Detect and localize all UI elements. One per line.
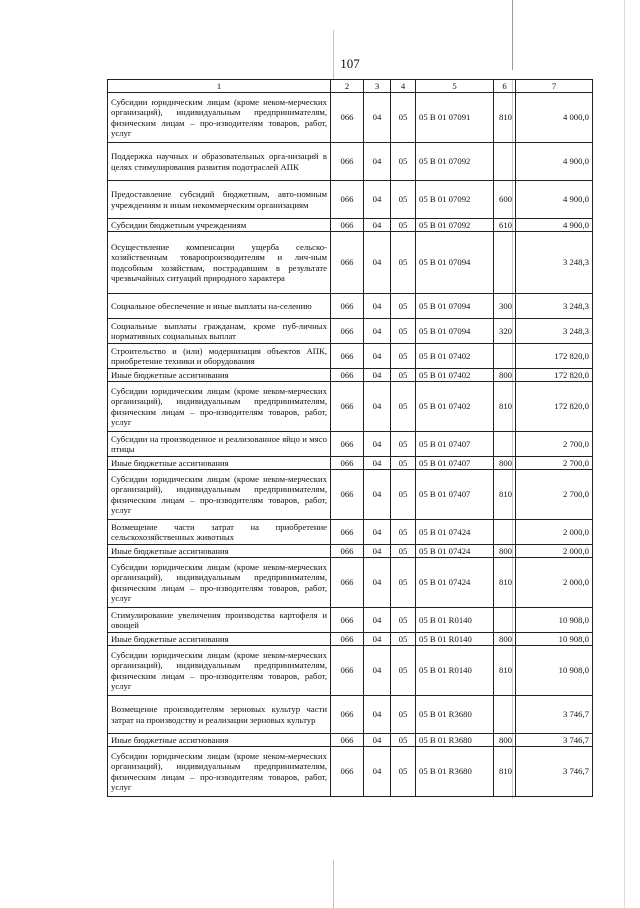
- expense-type-code: 800: [494, 457, 516, 470]
- ministry-code: 066: [331, 734, 364, 747]
- table-row: [108, 143, 593, 181]
- target-article-code: 05 В 01 07402: [416, 382, 494, 432]
- section-code: 04: [364, 696, 391, 734]
- subsection-code: 05: [391, 696, 416, 734]
- amount: 2 000,0: [516, 558, 593, 608]
- table-row: [108, 457, 593, 470]
- ministry-code: 066: [331, 93, 364, 143]
- table-row: [108, 319, 593, 344]
- ministry-code: 066: [331, 294, 364, 319]
- row-description: Иные бюджетные ассигнования: [108, 457, 331, 470]
- amount: 172 820,0: [516, 382, 593, 432]
- subsection-code: 05: [391, 232, 416, 294]
- target-article-code: 05 В 01 R0140: [416, 646, 494, 696]
- row-description: Иные бюджетные ассигнования: [108, 633, 331, 646]
- amount: 3 746,7: [516, 747, 593, 797]
- amount: 10 908,0: [516, 608, 593, 633]
- section-code: 04: [364, 734, 391, 747]
- ministry-code: 066: [331, 432, 364, 457]
- target-article-code: 05 В 01 07094: [416, 232, 494, 294]
- target-article-code: 05 В 01 07402: [416, 344, 494, 369]
- amount: 4 900,0: [516, 143, 593, 181]
- row-description: Субсидии юридическим лицам (кроме неком-мерческих организаций), индивидуальным предпринимателям, физическим лицам – про-изводителям товаров, работ, услуг: [108, 646, 331, 696]
- table-row: [108, 558, 593, 608]
- expense-type-code: [494, 520, 516, 545]
- budget-table: [107, 79, 593, 797]
- expense-type-code: 810: [494, 646, 516, 696]
- ministry-code: 066: [331, 219, 364, 232]
- ministry-code: 066: [331, 608, 364, 633]
- section-code: 04: [364, 319, 391, 344]
- subsection-code: 05: [391, 219, 416, 232]
- table-row: [108, 545, 593, 558]
- table-body: [108, 93, 593, 797]
- row-description: Предоставление субсидий бюджетным, авто-номным учреждениям и иным некоммерческим организациям: [108, 181, 331, 219]
- row-description: Субсидии бюджетным учреждениям: [108, 219, 331, 232]
- ministry-code: 066: [331, 747, 364, 797]
- expense-type-code: 810: [494, 470, 516, 520]
- row-description: Иные бюджетные ассигнования: [108, 369, 331, 382]
- subsection-code: 05: [391, 319, 416, 344]
- amount: 172 820,0: [516, 369, 593, 382]
- section-code: 04: [364, 520, 391, 545]
- section-code: 04: [364, 646, 391, 696]
- subsection-code: 05: [391, 545, 416, 558]
- target-article-code: 05 В 01 07424: [416, 558, 494, 608]
- target-article-code: 05 В 01 07424: [416, 520, 494, 545]
- subsection-code: 05: [391, 369, 416, 382]
- subsection-code: 05: [391, 558, 416, 608]
- subsection-code: 05: [391, 520, 416, 545]
- row-description: Субсидии юридическим лицам (кроме неком-мерческих организаций), индивидуальным предпринимателям, физическим лицам – про-изводителям товаров, работ, услуг: [108, 747, 331, 797]
- subsection-code: 05: [391, 457, 416, 470]
- amount: 2 700,0: [516, 457, 593, 470]
- table-row: [108, 734, 593, 747]
- section-code: 04: [364, 143, 391, 181]
- ministry-code: 066: [331, 545, 364, 558]
- header-cell: 3: [364, 80, 391, 93]
- amount: 3 248,3: [516, 232, 593, 294]
- header-cell: 1: [108, 80, 331, 93]
- subsection-code: 05: [391, 344, 416, 369]
- row-description: Социальное обеспечение и иные выплаты на-селению: [108, 294, 331, 319]
- amount: 3 248,3: [516, 319, 593, 344]
- header-cell: 4: [391, 80, 416, 93]
- amount: 4 900,0: [516, 219, 593, 232]
- target-article-code: 05 В 01 R3680: [416, 734, 494, 747]
- subsection-code: 05: [391, 143, 416, 181]
- section-code: 04: [364, 232, 391, 294]
- page-number: 107: [340, 56, 360, 71]
- target-article-code: 05 В 01 07092: [416, 143, 494, 181]
- amount: 4 900,0: [516, 181, 593, 219]
- ministry-code: 066: [331, 633, 364, 646]
- ministry-code: 066: [331, 558, 364, 608]
- subsection-code: 05: [391, 93, 416, 143]
- scan-artifact-line: [624, 0, 625, 908]
- amount: 10 908,0: [516, 646, 593, 696]
- amount: 2 700,0: [516, 470, 593, 520]
- section-code: 04: [364, 558, 391, 608]
- table-row: [108, 520, 593, 545]
- row-description: Иные бюджетные ассигнования: [108, 734, 331, 747]
- table-row: [108, 344, 593, 369]
- table-row: [108, 633, 593, 646]
- ministry-code: 066: [331, 382, 364, 432]
- row-description: Социальные выплаты гражданам, кроме пуб-личных нормативных социальных выплат: [108, 319, 331, 344]
- scan-artifact-line: [333, 860, 334, 908]
- expense-type-code: 810: [494, 93, 516, 143]
- header-cell: 6: [494, 80, 516, 93]
- ministry-code: 066: [331, 369, 364, 382]
- target-article-code: 05 В 01 07091: [416, 93, 494, 143]
- expense-type-code: [494, 344, 516, 369]
- section-code: 04: [364, 93, 391, 143]
- ministry-code: 066: [331, 457, 364, 470]
- subsection-code: 05: [391, 734, 416, 747]
- expense-type-code: 600: [494, 181, 516, 219]
- expense-type-code: 800: [494, 545, 516, 558]
- expense-type-code: [494, 143, 516, 181]
- expense-type-code: 800: [494, 633, 516, 646]
- table-row: [108, 432, 593, 457]
- target-article-code: 05 В 01 07407: [416, 470, 494, 520]
- section-code: 04: [364, 633, 391, 646]
- table-row: [108, 382, 593, 432]
- table-row: [108, 646, 593, 696]
- row-description: Субсидии юридическим лицам (кроме неком-мерческих организаций), индивидуальным предпринимателям, физическим лицам – про-изводителям товаров, работ, услуг: [108, 558, 331, 608]
- target-article-code: 05 В 01 07424: [416, 545, 494, 558]
- section-code: 04: [364, 382, 391, 432]
- expense-type-code: 810: [494, 747, 516, 797]
- section-code: 04: [364, 747, 391, 797]
- row-description: Поддержка научных и образовательных орга-низаций в целях стимулирования развития подотраслей АПК: [108, 143, 331, 181]
- row-description: Возмещение производителям зерновых культур части затрат на производству и реализации зерновых культур: [108, 696, 331, 734]
- header-cell: 2: [331, 80, 364, 93]
- row-description: Возмещение части затрат на приобретение сельскохозяйственных животных: [108, 520, 331, 545]
- section-code: 04: [364, 457, 391, 470]
- table-row: [108, 219, 593, 232]
- ministry-code: 066: [331, 696, 364, 734]
- subsection-code: 05: [391, 646, 416, 696]
- row-description: Субсидии юридическим лицам (кроме неком-мерческих организаций), индивидуальным предпринимателям, физическим лицам – про-изводителям товаров, работ, услуг: [108, 382, 331, 432]
- table-row: [108, 608, 593, 633]
- target-article-code: 05 В 01 07402: [416, 369, 494, 382]
- scan-artifact-line: [333, 30, 334, 80]
- target-article-code: 05 В 01 R3680: [416, 696, 494, 734]
- amount: 3 248,3: [516, 294, 593, 319]
- target-article-code: 05 В 01 R0140: [416, 633, 494, 646]
- section-code: 04: [364, 545, 391, 558]
- ministry-code: 066: [331, 181, 364, 219]
- section-code: 04: [364, 344, 391, 369]
- section-code: 04: [364, 294, 391, 319]
- table-row: [108, 747, 593, 797]
- table-row: [108, 232, 593, 294]
- target-article-code: 05 В 01 R3680: [416, 747, 494, 797]
- row-description: Субсидии юридическим лицам (кроме неком-мерческих организаций), индивидуальным предпринимателям, физическим лицам – про-изводителям товаров, работ, услуг: [108, 93, 331, 143]
- target-article-code: 05 В 01 07092: [416, 219, 494, 232]
- expense-type-code: 810: [494, 382, 516, 432]
- target-article-code: 05 В 01 07092: [416, 181, 494, 219]
- expense-type-code: 810: [494, 558, 516, 608]
- target-article-code: 05 В 01 07407: [416, 457, 494, 470]
- table-row: [108, 294, 593, 319]
- subsection-code: 05: [391, 432, 416, 457]
- section-code: 04: [364, 470, 391, 520]
- row-description: Осуществление компенсации ущерба сельско-хозяйственным товаропроизводителям и лич-ным подсобным хозяйствам, пострадавшим в результате чрезвычайных ситуаций природного характера: [108, 232, 331, 294]
- amount: 2 000,0: [516, 520, 593, 545]
- row-description: Субсидии юридическим лицам (кроме неком-мерческих организаций), индивидуальным предпринимателям, физическим лицам – про-изводителям товаров, работ, услуг: [108, 470, 331, 520]
- ministry-code: 066: [331, 232, 364, 294]
- subsection-code: 05: [391, 382, 416, 432]
- header-cell: 5: [416, 80, 494, 93]
- table-row: [108, 696, 593, 734]
- amount: 3 746,7: [516, 734, 593, 747]
- amount: 4 000,0: [516, 93, 593, 143]
- ministry-code: 066: [331, 344, 364, 369]
- header-cell: 7: [516, 80, 593, 93]
- expense-type-code: 610: [494, 219, 516, 232]
- row-description: Субсидии на производенное и реализованное яйцо и мясо птицы: [108, 432, 331, 457]
- ministry-code: 066: [331, 520, 364, 545]
- expense-type-code: 300: [494, 294, 516, 319]
- expense-type-code: [494, 608, 516, 633]
- subsection-code: 05: [391, 633, 416, 646]
- table-row: [108, 93, 593, 143]
- section-code: 04: [364, 608, 391, 633]
- section-code: 04: [364, 432, 391, 457]
- expense-type-code: [494, 432, 516, 457]
- target-article-code: 05 В 01 R0140: [416, 608, 494, 633]
- subsection-code: 05: [391, 747, 416, 797]
- expense-type-code: 320: [494, 319, 516, 344]
- amount: 2 700,0: [516, 432, 593, 457]
- amount: 172 820,0: [516, 344, 593, 369]
- row-description: Иные бюджетные ассигнования: [108, 545, 331, 558]
- ministry-code: 066: [331, 470, 364, 520]
- table-header-row: [108, 80, 593, 93]
- row-description: Строительство и (или) модернизация объектов АПК, приобретение техники и оборудования: [108, 344, 331, 369]
- ministry-code: 066: [331, 319, 364, 344]
- subsection-code: 05: [391, 608, 416, 633]
- section-code: 04: [364, 219, 391, 232]
- subsection-code: 05: [391, 181, 416, 219]
- row-description: Стимулирование увеличения производства картофеля и овощей: [108, 608, 331, 633]
- ministry-code: 066: [331, 646, 364, 696]
- table-row: [108, 369, 593, 382]
- section-code: 04: [364, 369, 391, 382]
- amount: 10 908,0: [516, 633, 593, 646]
- target-article-code: 05 В 01 07094: [416, 319, 494, 344]
- target-article-code: 05 В 01 07407: [416, 432, 494, 457]
- expense-type-code: [494, 232, 516, 294]
- amount: 2 000,0: [516, 545, 593, 558]
- expense-type-code: 800: [494, 734, 516, 747]
- amount: 3 746,7: [516, 696, 593, 734]
- subsection-code: 05: [391, 470, 416, 520]
- subsection-code: 05: [391, 294, 416, 319]
- section-code: 04: [364, 181, 391, 219]
- expense-type-code: 800: [494, 369, 516, 382]
- table-row: [108, 470, 593, 520]
- expense-type-code: [494, 696, 516, 734]
- target-article-code: 05 В 01 07094: [416, 294, 494, 319]
- ministry-code: 066: [331, 143, 364, 181]
- table-row: [108, 181, 593, 219]
